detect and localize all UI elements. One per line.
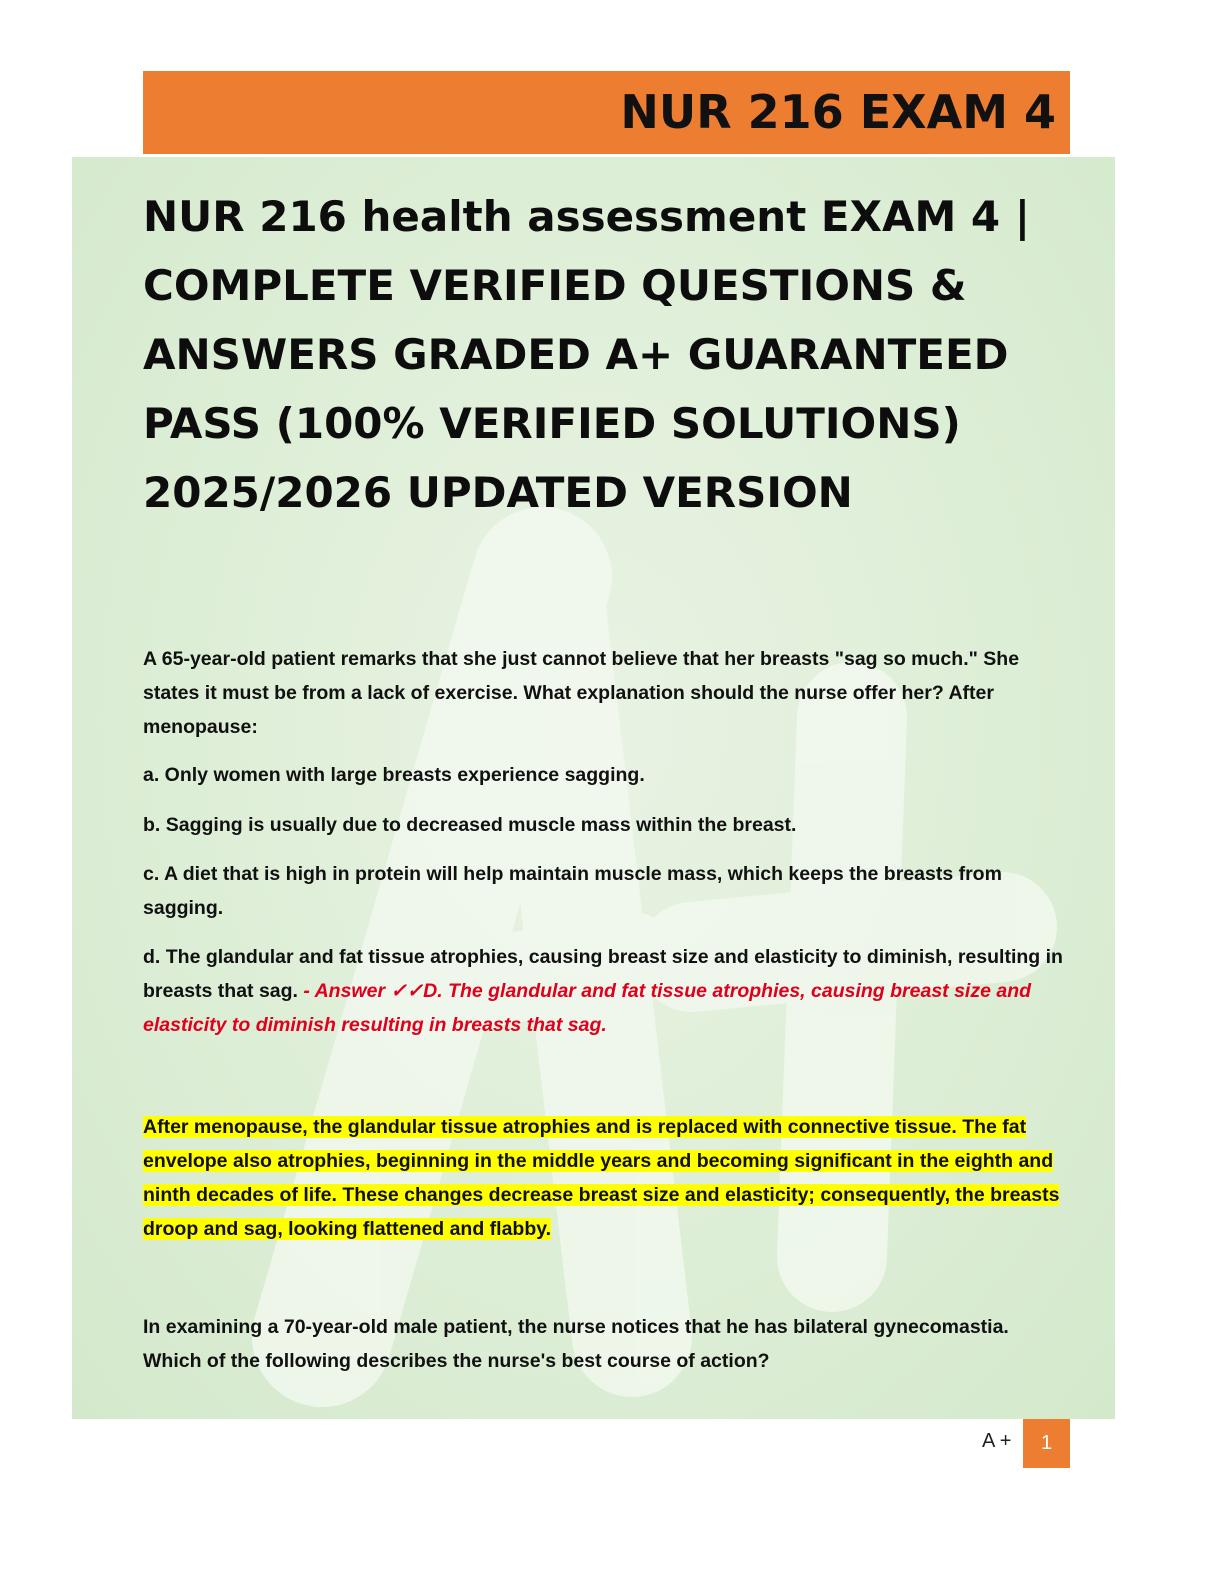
option-a: a. Only women with large breasts experience sagging.: [143, 764, 645, 786]
option-c: c. A diet that is high in protein will help maintain muscle mass, which keeps the breasts from sagging.: [143, 863, 1002, 919]
header-title: NUR 216 EXAM 4: [620, 85, 1056, 139]
page-number: 1: [1023, 1419, 1070, 1468]
rationale-highlight: After menopause, the glandular tissue atrophies and is replaced with connective tissue. The fat envelope also atrophies, beginning in the middle years and becoming significant in the eighth and ninth decades of life. These changes decrease breast size and elasticity; consequently, the breasts droop and sag, looking flattened and flabby.: [143, 1116, 1060, 1240]
title-line: 2025/2026 UPDATED VERSION: [143, 468, 853, 517]
option-d: d. The glandular and fat tissue atrophies, causing breast size and elasticity to diminish, resulting in breasts that sag.: [143, 946, 1063, 1002]
question-1-stem: A 65-year-old patient remarks that she just cannot believe that her breasts "sag so much." She states it must be from a lack of exercise. What explanation should the nurse offer her? After menopause:: [143, 648, 1020, 738]
option-b: b. Sagging is usually due to decreased muscle mass within the breast.: [143, 814, 797, 836]
question-2-stem: In examining a 70-year-old male patient, the nurse notices that he has bilateral gynecomastia. Which of the following describes the nurse's best course of action?: [143, 1316, 1009, 1372]
title-line: PASS (100% VERIFIED SOLUTIONS): [143, 399, 961, 448]
title-line: ANSWERS GRADED A+ GUARANTEED: [143, 330, 1009, 379]
footer-label: A +: [982, 1430, 1012, 1452]
title-line: COMPLETE VERIFIED QUESTIONS &: [143, 261, 967, 310]
answer-key: - Answer ✓✓D. The glandular and fat tissue atrophies, causing breast size and elasticity to diminish resulting in breasts that sag.: [143, 980, 1032, 1036]
document-title: [143, 182, 1063, 527]
rationale: [143, 1110, 1068, 1246]
header-bar: [143, 71, 1070, 154]
option-d-with-answer: [143, 940, 1068, 1042]
title-line: NUR 216 health assessment EXAM 4 |: [143, 192, 1031, 241]
